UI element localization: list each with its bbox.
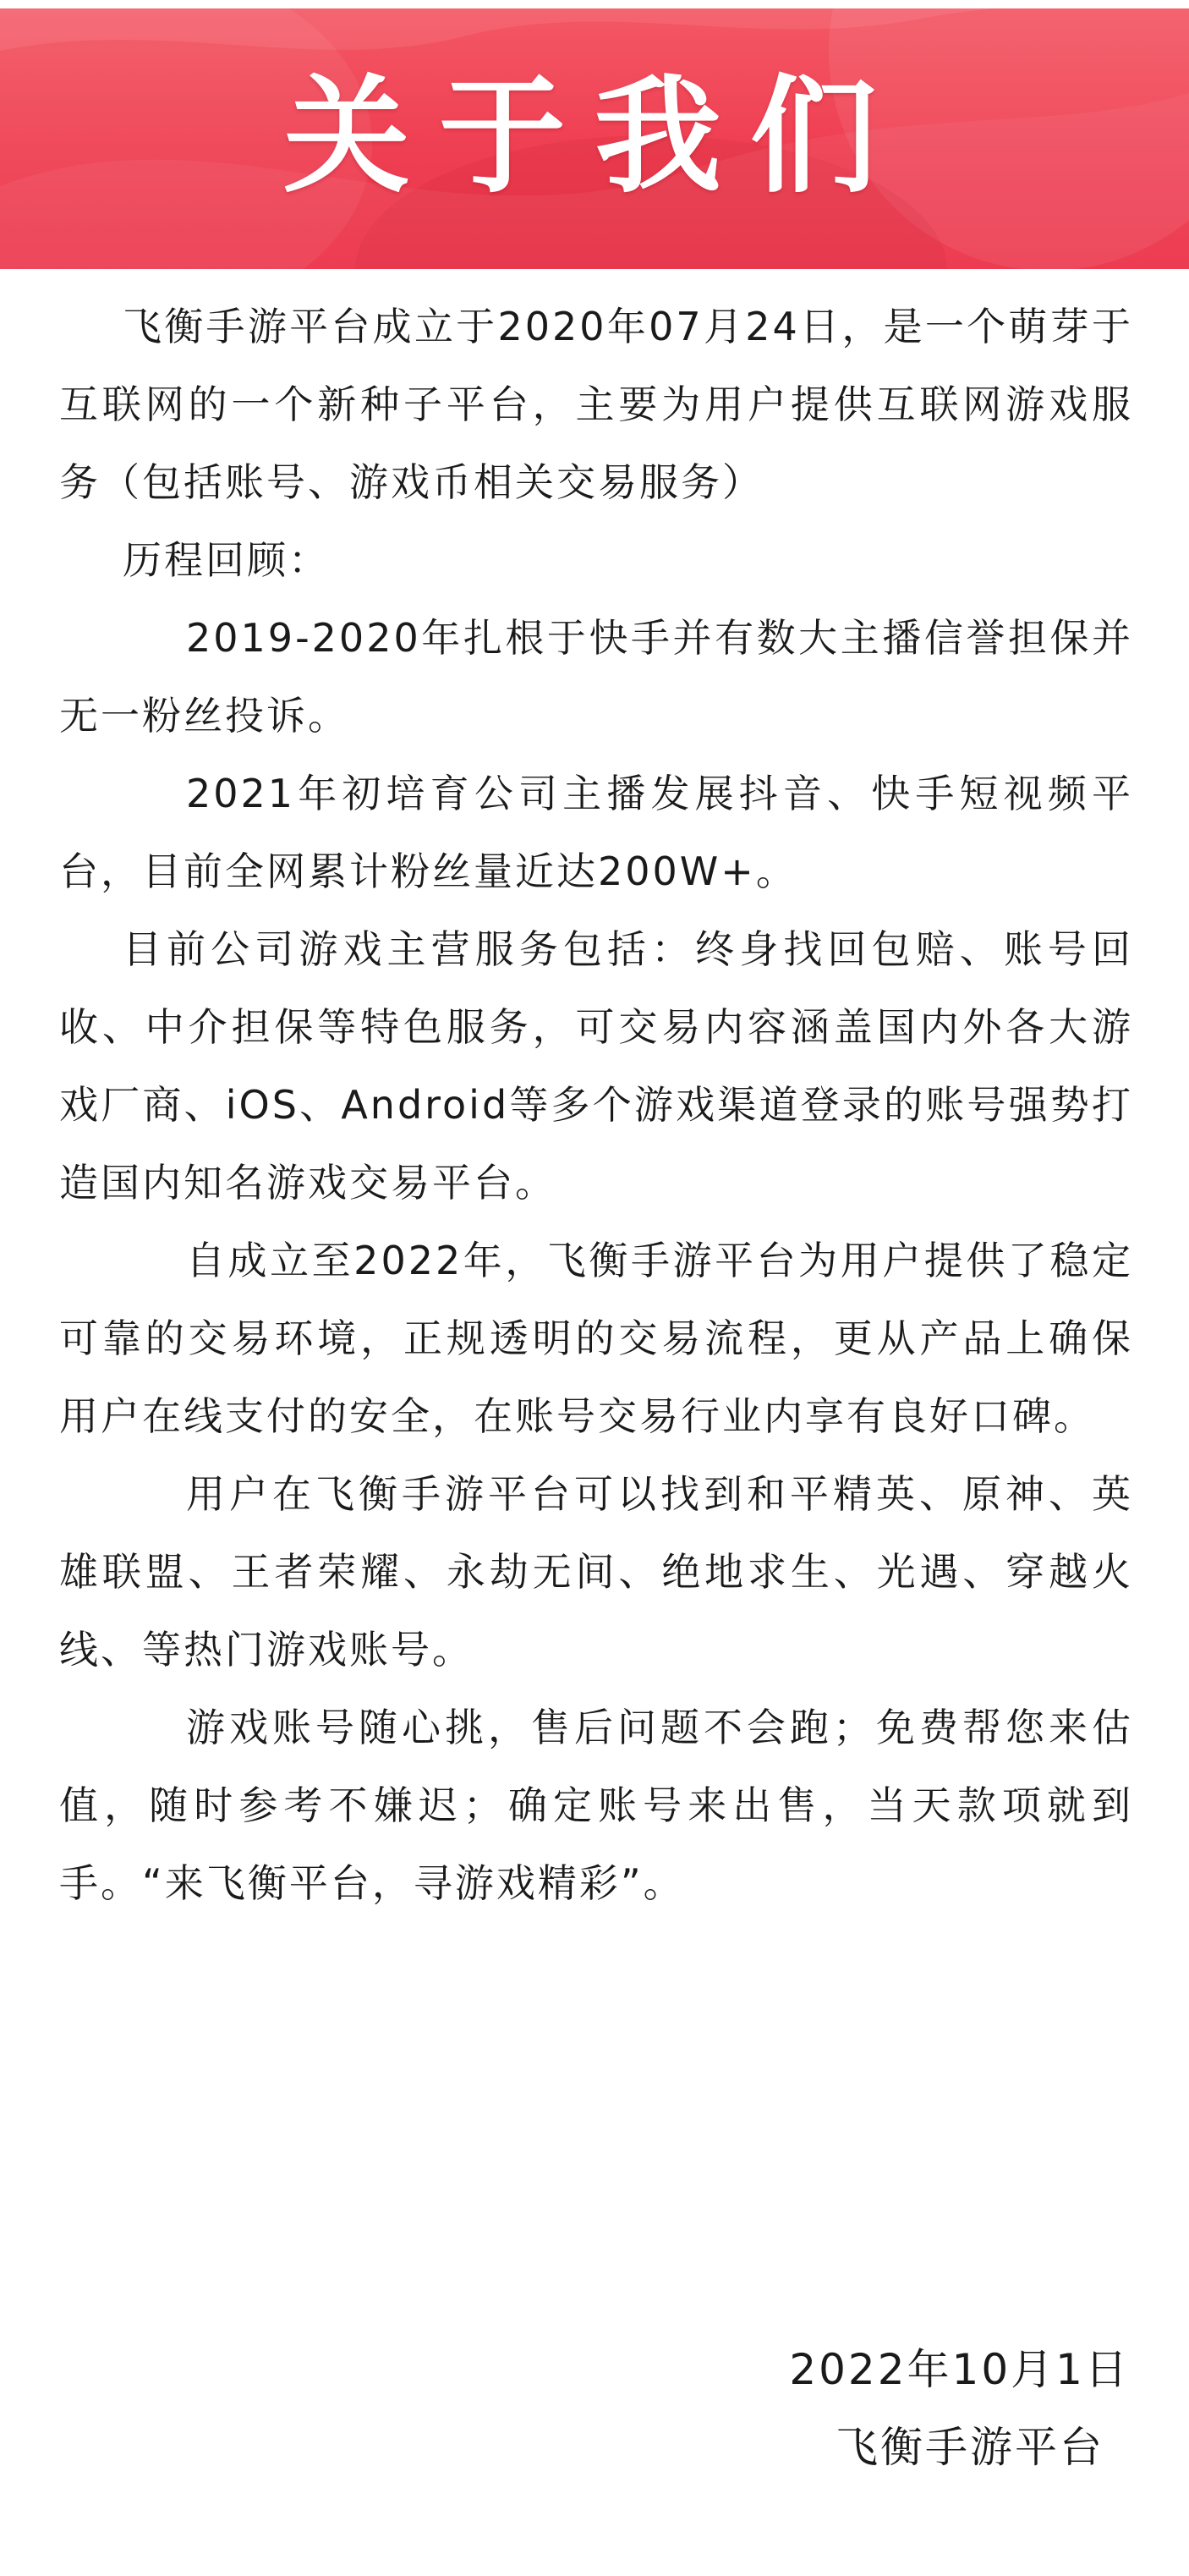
- signature-date: 2022年10月1日: [789, 2345, 1130, 2394]
- about-content: [59, 288, 1133, 1922]
- environment-paragraph: 自成立至2022年，飞衡手游平台为用户提供了稳定可靠的交易环境，正规透明的交易流程，更从产品上确保用户在线支付的安全，在账号交易行业内享有良好口碑。: [59, 1238, 1133, 1439]
- slogan-paragraph: 游戏账号随心挑，售后问题不会跑；免费帮您来估值，随时参考不嫌迟；确定账号来出售，当天款项就到手。“来飞衡平台，寻游戏精彩”。: [59, 1705, 1133, 1906]
- header-banner: [0, 0, 1189, 269]
- intro-paragraph: 飞衡手游平台成立于2020年07月24日，是一个萌芽于互联网的一个新种子平台，主要为用户提供互联网游戏服务（包括账号、游戏币相关交易服务）: [59, 304, 1133, 505]
- history-heading: 历程回顾：: [123, 537, 330, 583]
- signature-block: [789, 2331, 1130, 2486]
- services-paragraph: 目前公司游戏主营服务包括：终身找回包赔、账号回收、中介担保等特色服务，可交易内容涵盖国内外各大游戏厂商、iOS、Android等多个游戏渠道登录的账号强势打造国内知名游戏交易平台。: [59, 926, 1133, 1206]
- games-paragraph: 用户在飞衡手游平台可以找到和平精英、原神、英雄联盟、王者荣耀、永劫无间、绝地求生、光遇、穿越火线、等热门游戏账号。: [59, 1471, 1133, 1672]
- signature-organization: 飞衡手游平台: [836, 2423, 1104, 2472]
- page-title: 关于我们: [282, 63, 906, 211]
- history-paragraph: 2021年初培育公司主播发展抖音、快手短视频平台，目前全网累计粉丝量近达200W+。: [59, 771, 1133, 894]
- history-paragraph: 2019-2020年扎根于快手并有数大主播信誉担保并无一粉丝投诉。: [59, 615, 1133, 739]
- banner-top-edge: [0, 0, 1189, 8]
